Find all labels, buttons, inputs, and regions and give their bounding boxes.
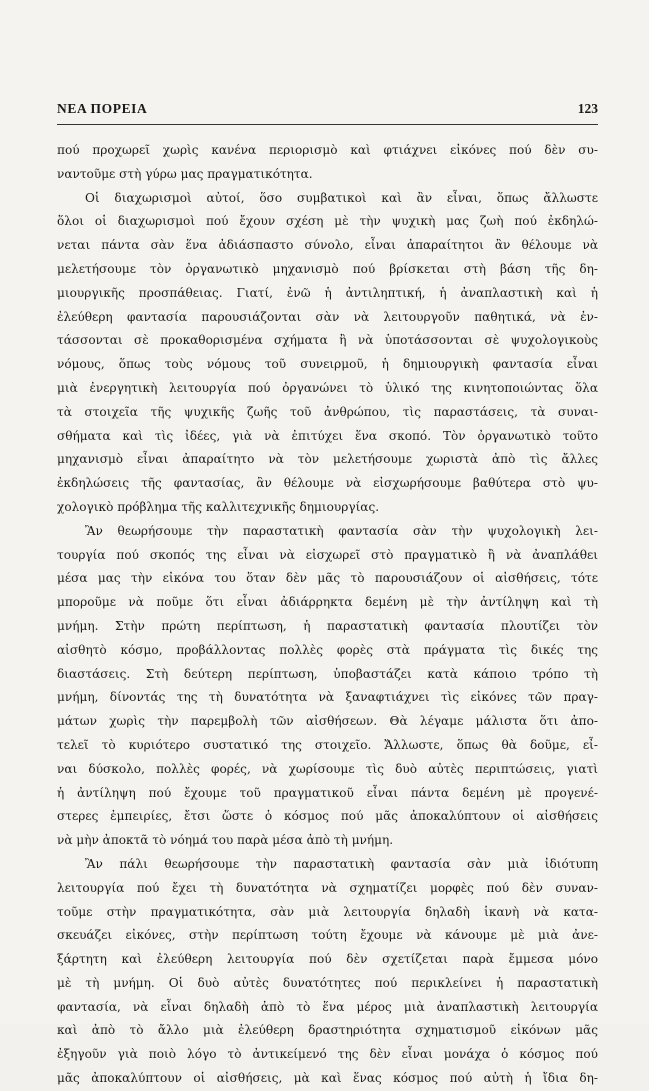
text-line: ναντοῦμε στὴ γύρω μας πραγματικότητα.	[57, 166, 313, 181]
text-line: μνήμη. Στὴν πρώτη περίπτωση, ἡ παραστατικὴ φαντασία πλουτίζει τὸν	[57, 618, 598, 633]
text-line: νόμους, ὅπως τοὺς νόμους τοῦ συνειρμοῦ, ἡ δημιουργικὴ φαντασία εἶναι	[57, 357, 598, 372]
text-line: Ἂν θεωρήσουμε τὴν παραστατικὴ φαντασία σὰν τὴν ψυχολογικὴ λει-	[85, 523, 598, 538]
text-line: μὲ τὴ μνήμη. Οἱ δυὸ αὐτὲς δυνατότητες πού περικλείνει ἡ παραστατικὴ	[57, 975, 598, 990]
running-header	[57, 101, 598, 119]
text-line: χολογικὸ πρόβλημα τῆς καλλιτεχνικῆς δημιουργίας.	[57, 499, 380, 514]
text-line: τὰ στοιχεῖα τῆς ψυχικῆς ζωῆς τοῦ ἀνθρώπου, τὶς παραστάσεις, τὰ συναι-	[57, 404, 598, 419]
text-line: μελετήσουμε τὸν ὀργανωτικὸ μηχανισμὸ πού βρίσκεται στὴ βάση τῆς δη-	[57, 261, 598, 276]
text-line: μιὰ ἐνεργητικὴ λειτουργία πού ὀργανώνει τὸ ὑλικό της κινητοποιώντας ὅλα	[57, 380, 598, 395]
page-number: 123	[577, 101, 598, 116]
text-line: φαντασία, νὰ εἶναι δηλαδὴ ἀπὸ τὸ ἕνα μέρος μιὰ ἀναπλαστικὴ λειτουργία	[57, 999, 598, 1014]
text-line: καὶ ἀπὸ τὸ ἄλλο μιὰ ἐλεύθερη δραστηριότητα σχηματισμοῦ εἰκόνων μᾶς	[57, 1023, 598, 1038]
text-line: σθήματα καὶ τὶς ἰδέες, γιὰ νὰ ἐπιτύχει ἕνα σκοπό. Τὸν ὀργανωτικὸ τοῦτο	[57, 428, 598, 443]
text-line: μέσα μας τὴν εἰκόνα του ὅταν δὲν μᾶς τὸ παρουσιάζουν οἱ αἰσθήσεις, τότε	[57, 571, 598, 586]
text-line: τουργία πού σκοπός της εἶναι νὰ εἰσχωρεῖ στὸ πραγματικὸ ἢ νὰ ἀναπλάθει	[57, 547, 598, 562]
text-line: ὅλοι οἱ διαχωρισμοὶ πού ἔχουν σχέση μὲ τὴν ψυχικὴ μας ζωὴ πού ἐκδηλώ-	[57, 214, 598, 229]
text-line: τάσσονται σὲ προκαθορισμένα σχήματα ἢ νὰ ὑποτάσσονται σὲ ψυχολογικοὺς	[57, 333, 598, 348]
text-line: τελεῖ τὸ κυριότερο συστατικό της στοιχεῖο. Ἄλλωστε, ὅπως θὰ δοῦμε, εἶ-	[57, 737, 598, 752]
text-line: μιουργικῆς προσπάθειας. Γιατί, ἐνῶ ἡ ἀντιληπτική, ἡ ἀναπλαστικὴ καὶ ἡ	[57, 285, 598, 300]
text-line: πού προχωρεῖ χωρὶς κανένα περιορισμὸ καὶ φτιάχνει εἰκόνες πού δὲν συ-	[57, 143, 598, 157]
text-line: μνήμη, δίνοντάς της τὴ δυνατότητα νὰ ξαναφτιάχνει τὶς εἰκόνες τῶν πραγ-	[57, 690, 598, 705]
text-line: στερες ἐμπειρίες, ἔτσι ὥστε ὁ κόσμος πού μᾶς ἀποκαλύπτουν οἱ αἰσθήσεις	[57, 809, 598, 824]
text-line: διαστάσεις. Στὴ δεύτερη περίπτωση, ὑποβαστάζει κατὰ κάποιο τρόπο τὴ	[57, 666, 598, 681]
text-line: ἐλεύθερη φαντασία παρουσιάζονται σὰν νὰ λειτουργοῦν παθητικά, νὰ ἐν-	[57, 309, 598, 324]
text-line: νεται πάντα σὰν ἕνα ἀδιάσπαστο σύνολο, εἶναι ἀπαραίτητοι ἂν θέλουμε νὰ	[57, 238, 598, 253]
header-rule	[57, 124, 598, 125]
text-line: σκευάζει εἰκόνες, στὴν περίπτωση τούτη ἔχουμε νὰ κάνουμε μὲ μιὰ ἀνε-	[57, 928, 598, 943]
journal-title: ΝΕΑ ΠΟΡΕΙΑ	[57, 101, 148, 116]
text-line: μποροῦμε νὰ ποῦμε ὅτι εἶναι ἀδιάρρηκτα δεμένη μὲ τὴν ἀντίληψη καὶ τὴ	[57, 595, 598, 610]
text-line: ξάρτητη καὶ ἐλεύθερη λειτουργία πού δὲν σχετίζεται παρὰ ἔμμεσα μόνο	[57, 952, 598, 967]
body-text	[57, 139, 598, 1091]
text-line: μάτων χωρὶς τὴν παρεμβολὴ τῶν αἰσθήσεων. Θὰ λέγαμε μάλιστα ὅτι ἀπο-	[57, 714, 598, 729]
text-line: λειτουργία πού ἔχει τὴ δυνατότητα νὰ σχηματίζει μορφὲς πού δὲν συναν-	[57, 880, 598, 895]
text-line: ἐξηγοῦν γιὰ ποιὸ λόγο τὸ ἀντικείμενό της δὲν εἶναι μονάχα ὁ κόσμος πού	[57, 1047, 598, 1062]
text-line: Οἱ διαχωρισμοὶ αὐτοί, ὅσο συμβατικοὶ καὶ ἂν εἶναι, ὅπως ἄλλωστε	[85, 190, 598, 205]
text-line: ναι δύσκολο, πολλὲς φορές, νὰ χωρίσουμε τὶς δυὸ αὐτὲς περιπτώσεις, γιατὶ	[57, 761, 598, 776]
text-line: νὰ μὴν ἀποκτᾶ τὸ νόημά του παρὰ μέσα ἀπὸ τὴ μνήμη.	[57, 833, 394, 848]
text-line: τοῦμε στὴν πραγματικότητα, σὰν μιὰ λειτουργία δηλαδὴ ἱκανὴ νὰ κατα-	[57, 904, 598, 919]
text-line: ἐκδηλώσεις τῆς φαντασίας, ἂν θέλουμε νὰ εἰσχωρήσουμε βαθύτερα στὸ ψυ-	[57, 476, 598, 491]
text-line: αἰσθητὸ κόσμο, προβάλλοντας πολλὲς φορὲς στὰ πράγματα τὶς δικές της	[57, 642, 598, 657]
text-line: μᾶς ἀποκαλύπτουν οἱ αἰσθήσεις, μὰ καὶ ἕνας κόσμος πού αὐτὴ ἡ ἴδια δη-	[57, 1071, 598, 1086]
text-line: Ἂν πάλι θεωρήσουμε τὴν παραστατικὴ φαντασία σὰν μιὰ ἰδιότυπη	[85, 856, 598, 871]
text-line: μηχανισμὸ εἶναι ἀπαραίτητο νὰ τὸν μελετήσουμε χωριστὰ ἀπὸ τὶς ἄλλες	[57, 452, 598, 467]
text-line: ἡ ἀντίληψη πού ἔχουμε τοῦ πραγματικοῦ εἶναι πάντα δεμένη μὲ προγενέ-	[57, 785, 598, 800]
